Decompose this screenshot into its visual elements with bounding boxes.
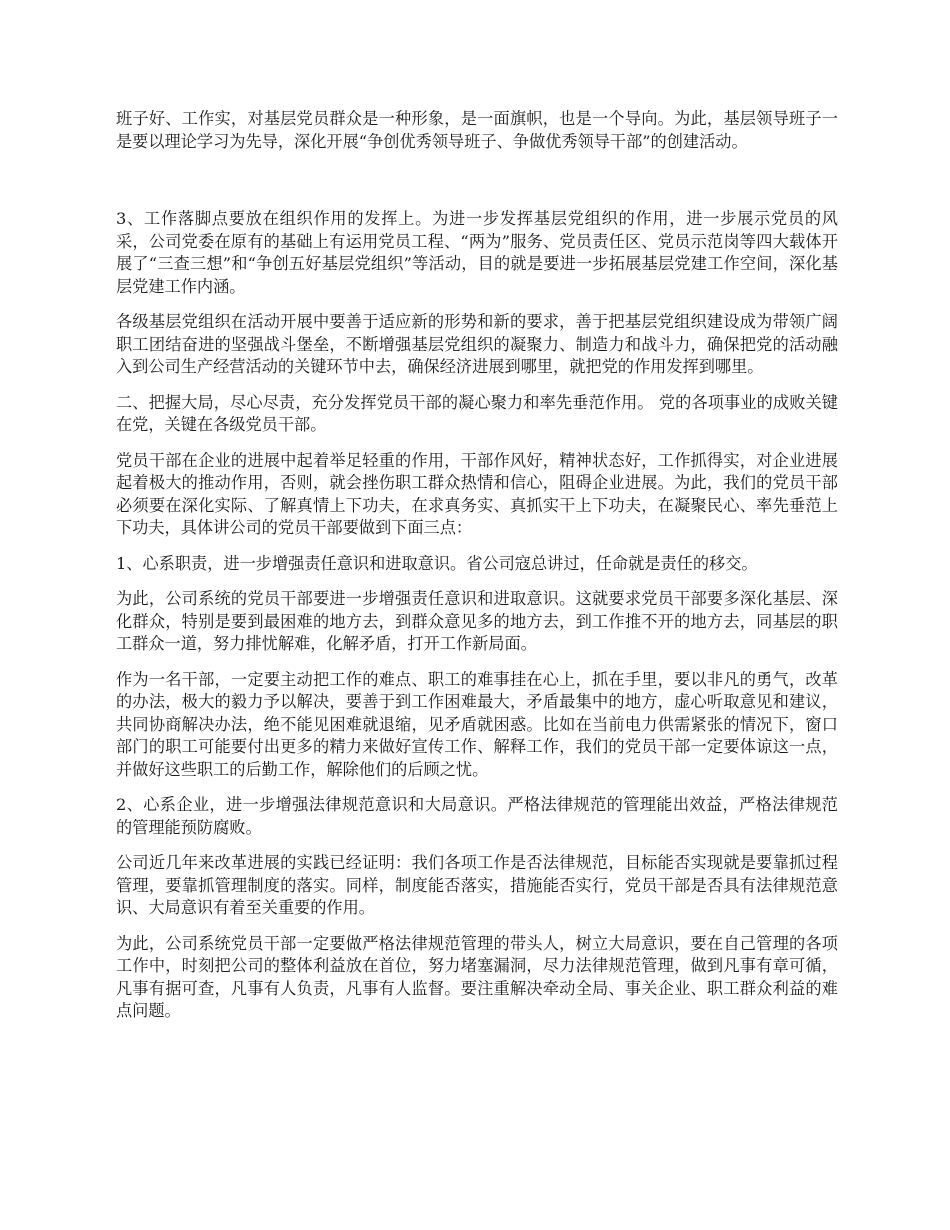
paragraph-leadership-image: 班子好、工作实，对基层党员群众是一种形象，是一面旗帜，也是一个导向。为此，基层领导班子一是要以理论学习为先导，深化开展“争创优秀领导班子、争做优秀领导干部”的创建活动。 [116,109,838,151]
paragraph-point-one-heading: 1、心系职责，进一步增强责任意识和进取意识。省公司寇总讲过，任命就是责任的移交。 [116,553,758,573]
paragraph-lead-by-example: 为此，公司系统党员干部一定要做严格法律规范管理的带头人，树立大局意识，要在自己管理的各项工作中，时刻把公司的整体利益放在首位，努力堵塞漏洞，尽力法律规范管理，做到凡事有章可循，凡事有据可查，凡事有人负责，凡事有人监督。要注重解决牵动全局、事关企业、职工群众利益的难点问题。 [116,933,838,1020]
paragraph-reform-practice: 公司近几年来改革进展的实践已经证明：我们各项工作是否法律规范，目标能否实现就是要靠抓过程管理，要靠抓管理制度的落实。同样，制度能否落实，措施能否实行，党员干部是否具有法律规范意识、大局意识有着至关重要的作用。 [116,853,838,917]
paragraph-cadre-role: 党员干部在企业的进展中起着举足轻重的作用，干部作风好，精神状态好，工作抓得实，对企业进展起着极大的推动作用，否则，就会挫伤职工群众热情和信心，阻碍企业进展。为此，我们的党员干部必须要在深化实际、了解真情上下功夫，在求真务实、真抓实干上下功夫，在凝聚民心、率先垂范上下功夫，具体讲公司的党员干部要做到下面三点： [116,450,838,537]
paragraph-responsibility: 为此，公司系统的党员干部要进一步增强责任意识和进取意识。这就要求党员干部要多深化基层、深化群众，特别是要到最困难的地方去，到群众意见多的地方去，到工作推不开的地方去，同基层的职工群众一道，努力排忧解难，化解矛盾，打开工作新局面。 [116,589,838,653]
paragraph-grassroots-organizations: 各级基层党组织在活动开展中要善于适应新的形势和新的要求，善于把基层党组织建设成为带领广阔职工团结奋进的坚强战斗堡垒，不断增强基层党组织的凝聚力、制造力和战斗力，确保把党的活动融入到公司生产经营活动的关键环节中去，确保经济进展到哪里，就把党的作用发挥到哪里。 [116,312,838,376]
paragraph-as-a-cadre: 作为一名干部，一定要主动把工作的难点、职工的难事挂在心上，抓在手里，要以非凡的勇气，改革的办法，极大的毅力予以解决，要善于到工作困难最大，矛盾最集中的地方，虚心听取意见和建议，共同协商解决办法，绝不能见困难就退缩，见矛盾就困惑。比如在当前电力供需紧张的情况下，窗口部门的职工可能要付出更多的精力来做好宣传工作、解释工作，我们的党员干部一定要体谅这一点，并做好这些职工的后勤工作，解除他们的后顾之忧。 [116,669,838,779]
paragraph-section-two-heading: 二、把握大局，尽心尽责，充分发挥党员干部的凝心聚力和率先垂范作用。 党的各项事业的成败关键在党，关键在各级党员干部。 [116,392,838,434]
document-page [116,108,838,1036]
paragraph-organization-role: 3、工作落脚点要放在组织作用的发挥上。为进一步发挥基层党组织的作用，进一步展示党员的风采，公司党委在原有的基础上有运用党员工程、“两为”服务、党员责任区、党员示范岗等四大载体开展了“三查三想”和“争创五好基层党组织”等活动，目的就是要进一步拓展基层党建工作空间，深化基层党建工作内涵。 [116,209,838,296]
paragraph-point-two-heading: 2、心系企业，进一步增强法律规范意识和大局意识。严格法律规范的管理能出效益，严格法律规范的管理能预防腐败。 [116,795,838,837]
